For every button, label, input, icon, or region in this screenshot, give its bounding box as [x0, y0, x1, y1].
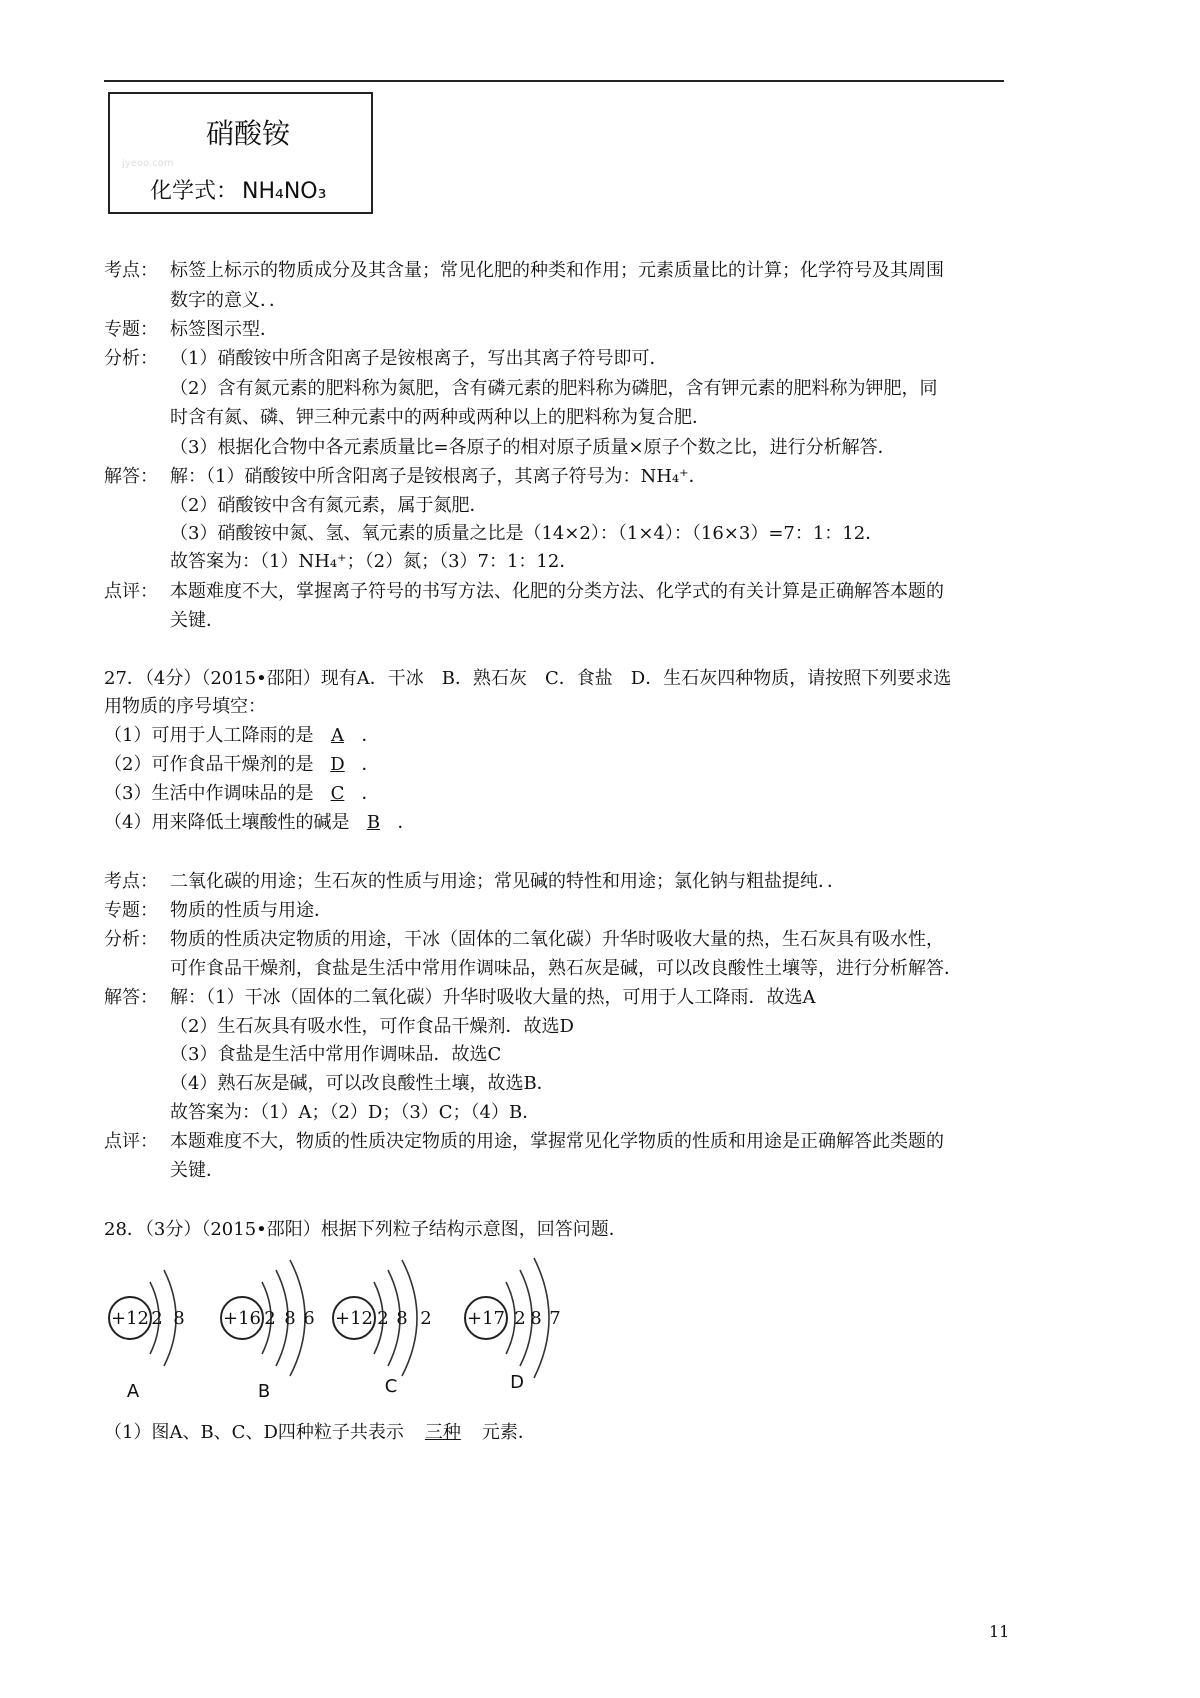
jieda-row-cont: 故答案为：（1）NH₄⁺；（2）氮；（3）7：1：12．	[170, 551, 578, 572]
reagent-label-image	[108, 92, 373, 214]
watermark: jyeoo.com	[122, 158, 174, 169]
q28-stem: 28．（3分）（2015•邵阳）根据下列粒子结构示意图，回答问题．	[104, 1219, 627, 1240]
jieda-row-cont: （2）硝酸铵中含有氮元素，属于氮肥．	[170, 495, 488, 516]
shell-electrons: 8	[396, 1308, 408, 1329]
shell-electrons: 2	[151, 1308, 163, 1329]
dianping-row-cont: 关键．	[170, 610, 224, 631]
shell-electrons: 2	[264, 1308, 276, 1329]
q27-item: （2）可作食品干燥剂的是 D ．	[104, 754, 380, 775]
particle-a	[109, 1270, 185, 1402]
shell-electrons: 2	[377, 1308, 389, 1329]
q27-item: （4）用来降低土壤酸性的碱是 B ．	[104, 812, 416, 833]
shell-electrons: 8	[284, 1308, 296, 1329]
answer-blank: B	[366, 812, 381, 833]
nucleus-a: +12	[111, 1308, 149, 1329]
answer-blank: A	[330, 725, 344, 746]
kaodian-row-cont: 数字的意义．．	[170, 290, 287, 311]
shell-electrons: 6	[303, 1308, 315, 1329]
dianping-row: 点评： 本题难度不大，掌握离子符号的书写方法、化肥的分类方法、化学式的有关计算是正确解答本题的	[104, 581, 944, 602]
nucleus-c: +12	[335, 1308, 373, 1329]
jieda-row-cont: （2）生石灰具有吸水性，可作食品干燥剂．故选D	[170, 1016, 574, 1037]
label-formula: 化学式： NH₄NO₃	[150, 179, 327, 204]
particle-label-a: A	[126, 1381, 140, 1402]
jieda-row: 解答： 解：（1）干冰（固体的二氧化碳）升华时吸收大量的热，可用于人工降雨．故选A	[104, 987, 816, 1008]
fenxi-row-cont: 可作食品干燥剂，食盐是生活中常用作调味品，熟石灰是碱，可以改良酸性土壤等，进行分析解答．	[170, 958, 962, 979]
particle-c	[333, 1260, 432, 1397]
particle-b	[221, 1260, 315, 1402]
fenxi-row-cont: （3）根据化合物中各元素质量比=各原子的相对原子质量×原子个数之比，进行分析解答．	[170, 437, 896, 458]
particle-label-d: D	[510, 1372, 524, 1393]
zhuanti-row: 专题： 物质的性质与用途．	[104, 900, 332, 921]
answer-blank: D	[330, 754, 345, 775]
zhuanti-row: 专题： 标签图示型．	[104, 319, 278, 340]
shell-electrons: 8	[173, 1308, 185, 1329]
formula-value: NH₄NO₃	[242, 179, 327, 204]
q27-stem: 27．（4分）（2015•邵阳）现有A．干冰 B．熟石灰 C．食盐 D．生石灰四种物质，请按照下列要求选	[104, 668, 952, 689]
q27-item: （1）可用于人工降雨的是 A ．	[104, 725, 380, 746]
shell-electrons: 2	[514, 1308, 526, 1329]
fenxi-row: 分析： 物质的性质决定物质的用途，干冰（固体的二氧化碳）升华时吸收大量的热，生石灰具有吸水性，	[104, 929, 944, 950]
shell-electrons: 8	[530, 1308, 542, 1329]
label-name: 硝酸铵	[206, 117, 291, 150]
fenxi-row-cont: （2）含有氮元素的肥料称为氮肥，含有磷元素的肥料称为磷肥，含有钾元素的肥料称为钾肥，同	[170, 378, 938, 399]
kaodian-row: 考点： 二氧化碳的用途；生石灰的性质与用途；常见碱的特性和用途；氯化钠与粗盐提纯．．	[104, 871, 845, 892]
dianping-row: 点评： 本题难度不大，物质的性质决定物质的用途，掌握常见化学物质的性质和用途是正确解答此类题的	[104, 1131, 944, 1152]
nucleus-d: +17	[467, 1308, 505, 1329]
jieda-row-cont: （4）熟石灰是碱，可以改良酸性土壤，故选B．	[170, 1073, 555, 1094]
kaodian-row: 考点： 标签上标示的物质成分及其含量；常见化肥的种类和作用；元素质量比的计算；化学符号及其周围	[104, 260, 944, 281]
jieda-row-cont: （3）硝酸铵中氮、氢、氧元素的质量之比是（14×2）：（1×4）：（16×3）=7：1：12．	[170, 523, 884, 544]
q27-stem-cont: 用物质的序号填空：	[104, 696, 266, 717]
particle-label-c: C	[384, 1376, 398, 1397]
jieda-row-cont: 故答案为：（1）A；（2）D；（3）C；（4）B．	[170, 1102, 541, 1123]
nucleus-b: +16	[223, 1308, 261, 1329]
shell-electrons: 7	[549, 1308, 561, 1329]
q28-sub1: （1）图A、B、C、D四种粒子共表示 三种 元素．	[104, 1422, 536, 1443]
q27-item: （3）生活中作调味品的是 C ．	[104, 783, 380, 804]
jieda-row-cont: （3）食盐是生活中常用作调味品．故选C	[170, 1044, 502, 1065]
particle-label-b: B	[257, 1381, 271, 1402]
fenxi-row: 分析： （1）硝酸铵中所含阳离子是铵根离子，写出其离子符号即可．	[104, 348, 668, 369]
jieda-row: 解答： 解：（1）硝酸铵中所含阳离子是铵根离子，其离子符号为：NH₄⁺．	[104, 466, 707, 487]
header-rule	[104, 80, 1004, 82]
answer-blank: 三种	[424, 1422, 461, 1443]
particle-structure-diagrams	[100, 1252, 580, 1412]
page-number: 11	[989, 1622, 1010, 1641]
shell-electrons: 2	[420, 1308, 432, 1329]
dianping-row-cont: 关键．	[170, 1160, 224, 1181]
answer-blank: C	[330, 783, 345, 804]
fenxi-row-cont: 时含有氮、磷、钾三种元素中的两种或两种以上的肥料称为复合肥．	[170, 407, 710, 428]
particle-d	[465, 1258, 561, 1393]
